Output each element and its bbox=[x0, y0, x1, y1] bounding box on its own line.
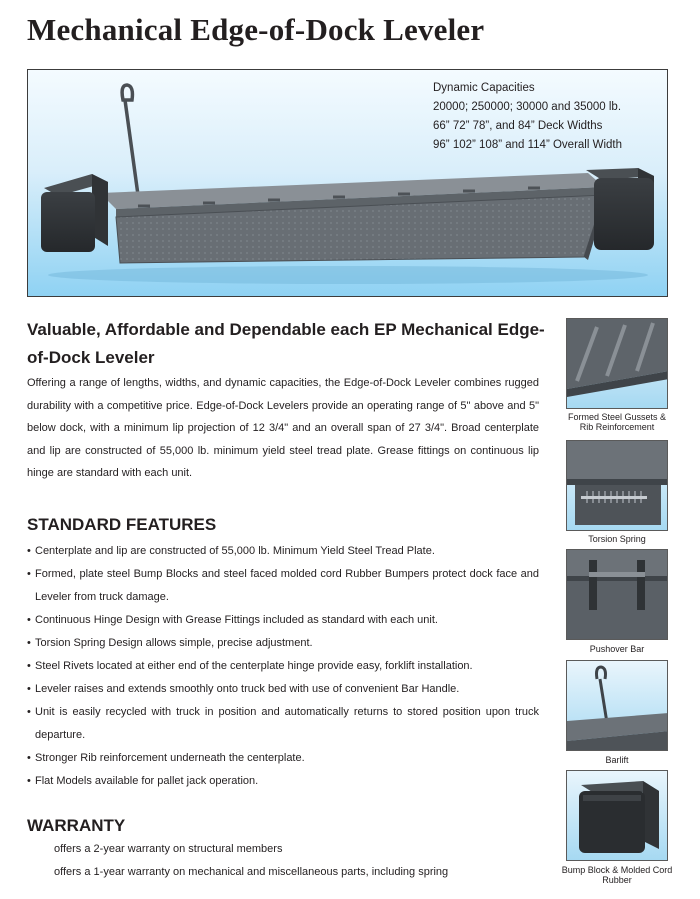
thumb-caption: Bump Block & Molded Cord Rubber bbox=[561, 865, 673, 885]
thumb-torsion-spring-image bbox=[566, 440, 668, 531]
thumb-bump-block-image bbox=[566, 770, 668, 861]
thumb-caption: Barlift bbox=[605, 755, 629, 765]
feature-text: Flat Models available for pallet jack operation. bbox=[35, 775, 259, 787]
feature-text: Stronger Rib reinforcement underneath the centerplate. bbox=[35, 752, 305, 764]
feature-text: Leveler raises and extends smoothly onto truck bed with use of convenient Bar Handle. bbox=[35, 683, 460, 695]
torsion-spring-illustration bbox=[567, 441, 668, 531]
bullet-icon: • bbox=[27, 660, 31, 672]
bullet-icon: • bbox=[27, 614, 31, 626]
feature-item bbox=[27, 632, 539, 655]
bullet-icon: • bbox=[27, 683, 31, 695]
feature-item bbox=[27, 655, 539, 678]
bump-block-illustration bbox=[567, 771, 668, 861]
feature-text: Continuous Hinge Design with Grease Fittings included as standard with each unit. bbox=[35, 614, 438, 626]
bullet-icon: • bbox=[27, 752, 31, 764]
feature-text: Torsion Spring Design allows simple, precise adjustment. bbox=[35, 637, 313, 649]
feature-item bbox=[27, 701, 539, 747]
hero-image bbox=[27, 69, 668, 297]
feature-item bbox=[27, 747, 539, 770]
bullet-icon: • bbox=[27, 775, 31, 787]
thumb-caption: Formed Steel Gussets & Rib Reinforcement bbox=[567, 412, 667, 432]
pushover-bar-illustration bbox=[567, 550, 668, 640]
feature-text: Formed, plate steel Bump Blocks and steel faced molded cord Rubber Bumpers protect dock face and Leveler from truck damage. bbox=[35, 568, 539, 603]
feature-item bbox=[27, 540, 539, 563]
feature-item bbox=[27, 563, 539, 609]
bullet-icon: • bbox=[27, 706, 31, 718]
bullet-icon: • bbox=[27, 637, 31, 649]
feature-text: Unit is easily recycled with truck in position and automatically returns to stored position upon truck departure. bbox=[35, 706, 539, 741]
bump-block-left bbox=[41, 174, 108, 252]
thumb-pushover-bar-image bbox=[566, 549, 668, 640]
capacity-line: 66” 72” 78”, and 84” Deck Widths bbox=[433, 120, 603, 132]
capacity-line: 20000; 250000; 30000 and 35000 lb. bbox=[433, 101, 622, 113]
thumb-caption: Torsion Spring bbox=[588, 534, 646, 544]
capacity-specs bbox=[433, 79, 622, 155]
gussets-illustration bbox=[567, 319, 668, 409]
bullet-icon: • bbox=[27, 545, 31, 557]
intro-paragraph: Offering a range of lengths, widths, and dynamic capacities, the Edge-of-Dock Leveler combines rugged durability with a competitive price. Edge-of-Dock Levelers provide an operating range of 5" above and 5" below dock, with a minimum lip projection of 12 3/4" and an overall span of 27 3/4". Broad centerplate and lip are constructed of 55,000 lb. minimum yield steel tread plate. Grease fittings on continuous lip hinge are standard with each unit. bbox=[27, 377, 539, 479]
feature-item bbox=[27, 678, 539, 701]
standard-features-heading: STANDARD FEATURES bbox=[27, 515, 217, 534]
warranty-line: offers a 1-year warranty on mechanical and miscellaneous parts, including spring bbox=[54, 866, 449, 878]
barlift-illustration bbox=[567, 661, 668, 751]
feature-text: Steel Rivets located at either end of the centerplate hinge provide easy, forklift installation. bbox=[35, 660, 473, 672]
features-list bbox=[27, 540, 539, 793]
capacity-line: 96” 102” 108” and 114” Overall Width bbox=[433, 139, 622, 151]
bar-handle bbox=[122, 85, 138, 195]
thumb-barlift-image bbox=[566, 660, 668, 751]
thumb-gussets-image bbox=[566, 318, 668, 409]
page-title: Mechanical Edge-of-Dock Leveler bbox=[27, 12, 485, 47]
capacity-line: Dynamic Capacities bbox=[433, 82, 535, 94]
thumb-caption: Pushover Bar bbox=[589, 644, 645, 654]
feature-text: Centerplate and lip are constructed of 55,000 lb. Minimum Yield Steel Tread Plate. bbox=[35, 545, 435, 557]
warranty-heading: WARRANTY bbox=[27, 816, 126, 835]
feature-item bbox=[27, 770, 539, 793]
warranty-line: offers a 2-year warranty on structural members bbox=[54, 843, 283, 855]
bump-block-right bbox=[586, 168, 654, 250]
intro-headline: Valuable, Affordable and Dependable each EP Mechanical Edge-of-Dock Leveler bbox=[27, 320, 545, 367]
bullet-icon: • bbox=[27, 568, 31, 580]
feature-item bbox=[27, 609, 539, 632]
